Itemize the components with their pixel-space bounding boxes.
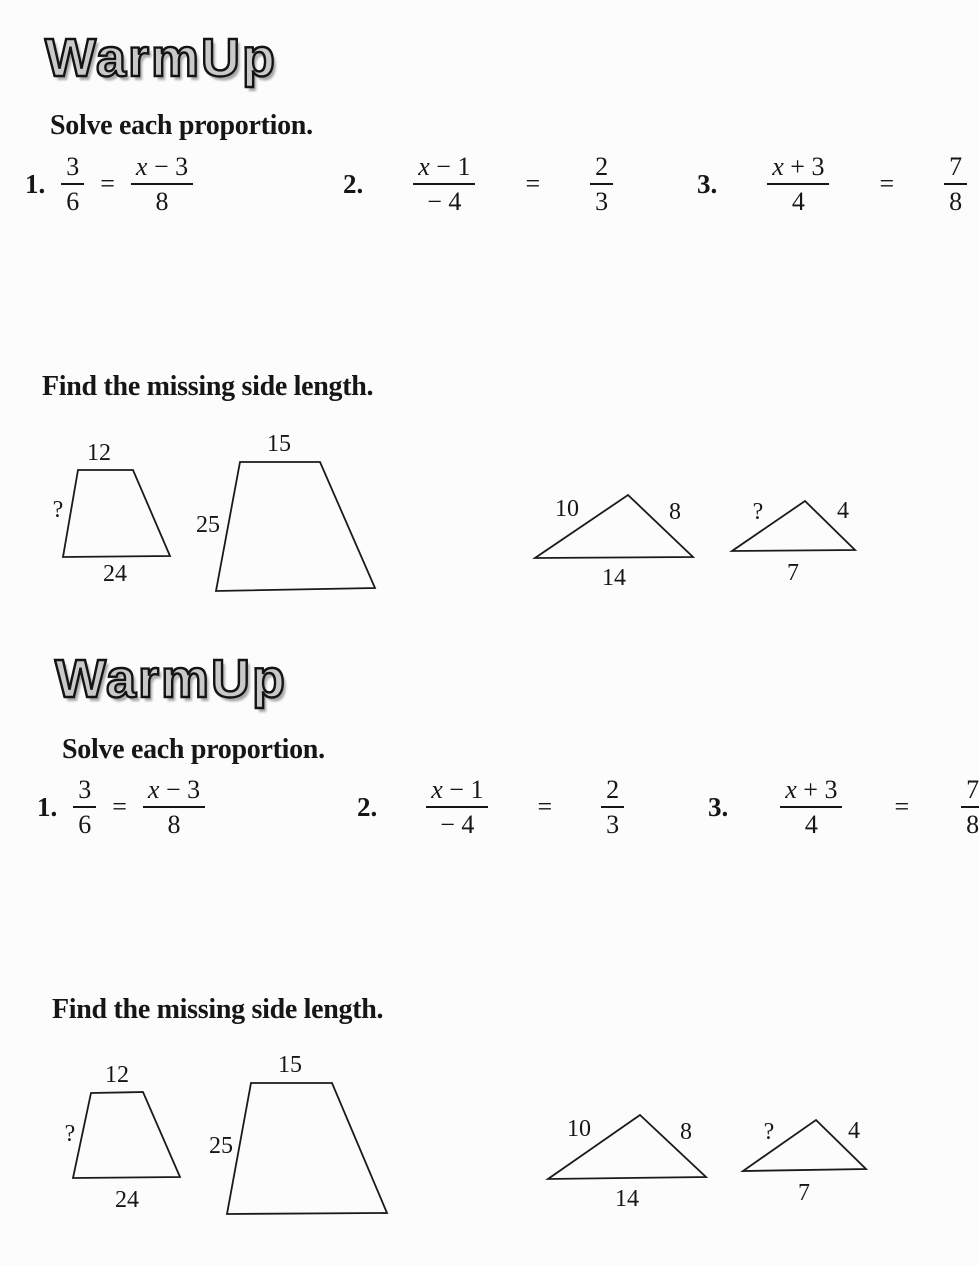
fraction-denominator: 4 [804, 810, 818, 840]
fraction-numerator: x − 3 [131, 152, 193, 185]
problem-number: 2. [343, 168, 364, 199]
problem-number: 3. [708, 791, 729, 822]
problem-number: 2. [357, 791, 378, 822]
problem-number: 1. [25, 168, 46, 199]
missing-side-heading-2: Find the missing side length. [52, 994, 384, 1025]
trap-small-left-label-2: ? [64, 1121, 76, 1147]
fraction-denominator: 8 [966, 810, 979, 840]
large-trapezoid-shape [216, 462, 375, 591]
fraction-numerator: x + 3 [767, 152, 829, 185]
fraction-numerator: x − 1 [426, 775, 488, 808]
fraction-numerator: 7 [944, 152, 967, 185]
tri-small-left-label: ? [752, 499, 764, 525]
equals-sign: = [112, 792, 127, 822]
warmup-title-2: WarmUp [55, 649, 288, 709]
fraction-denominator: 3 [595, 187, 609, 217]
fraction-denominator: 6 [78, 810, 92, 840]
trap-large-top-label: 15 [267, 431, 291, 457]
equals-sign: = [879, 169, 895, 199]
warmup-title: WarmUp [45, 28, 278, 88]
problem-number: 1. [37, 791, 58, 822]
trap-small-bottom-label-2: 24 [115, 1187, 139, 1213]
tri-large-left-label-2: 10 [567, 1116, 591, 1142]
small-trapezoid-shape-2 [73, 1092, 180, 1178]
fraction-numerator: x − 3 [143, 775, 205, 808]
small-trapezoid-shape [63, 470, 170, 557]
tri-large-right-label-2: 8 [680, 1119, 692, 1145]
large-trapezoid-shape-2 [227, 1083, 387, 1214]
tri-large-right-label: 8 [669, 499, 681, 525]
fraction-numerator: x − 1 [413, 152, 475, 185]
trap-small-top-label: 12 [87, 440, 111, 466]
tri-large-bottom-label-2: 14 [615, 1186, 639, 1212]
problem-number: 3. [697, 168, 718, 199]
equals-sign: = [525, 169, 541, 199]
tri-small-right-label-2: 4 [848, 1118, 860, 1144]
tri-large-bottom-label: 14 [602, 565, 626, 591]
proportions-heading: Solve each proportion. [50, 110, 313, 141]
fraction-denominator: 6 [66, 187, 80, 217]
equals-sign: = [100, 169, 115, 199]
fraction-denominator: 8 [167, 810, 181, 840]
trap-small-left-label: ? [52, 497, 64, 523]
missing-side-heading: Find the missing side length. [42, 371, 374, 402]
fraction-numerator: x + 3 [780, 775, 842, 808]
fraction-numerator: 3 [73, 775, 96, 808]
fraction-denominator: 8 [949, 187, 963, 217]
trap-large-top-label-2: 15 [278, 1052, 302, 1078]
tri-small-bottom-label: 7 [787, 560, 799, 586]
fraction-denominator: 8 [155, 187, 169, 217]
equals-sign: = [894, 792, 910, 822]
fraction-numerator: 7 [961, 775, 979, 808]
trap-small-top-label-2: 12 [105, 1062, 129, 1088]
proportions-heading-2: Solve each proportion. [62, 734, 325, 765]
fraction-numerator: 3 [61, 152, 84, 185]
fraction-numerator: 2 [590, 152, 613, 185]
fraction-denominator: 4 [791, 187, 805, 217]
trap-large-left-label-2: 25 [209, 1133, 233, 1159]
fraction-denominator: − 4 [440, 810, 475, 840]
trap-small-bottom-label: 24 [103, 561, 127, 587]
tri-small-right-label: 4 [837, 498, 849, 524]
fraction-numerator: 2 [601, 775, 624, 808]
fraction-denominator: 3 [606, 810, 620, 840]
tri-small-left-label-2: ? [763, 1119, 775, 1145]
fraction-denominator: − 4 [427, 187, 462, 217]
tri-small-bottom-label-2: 7 [798, 1180, 810, 1206]
trap-large-left-label: 25 [196, 512, 220, 538]
equals-sign: = [537, 792, 553, 822]
tri-large-left-label: 10 [555, 496, 579, 522]
